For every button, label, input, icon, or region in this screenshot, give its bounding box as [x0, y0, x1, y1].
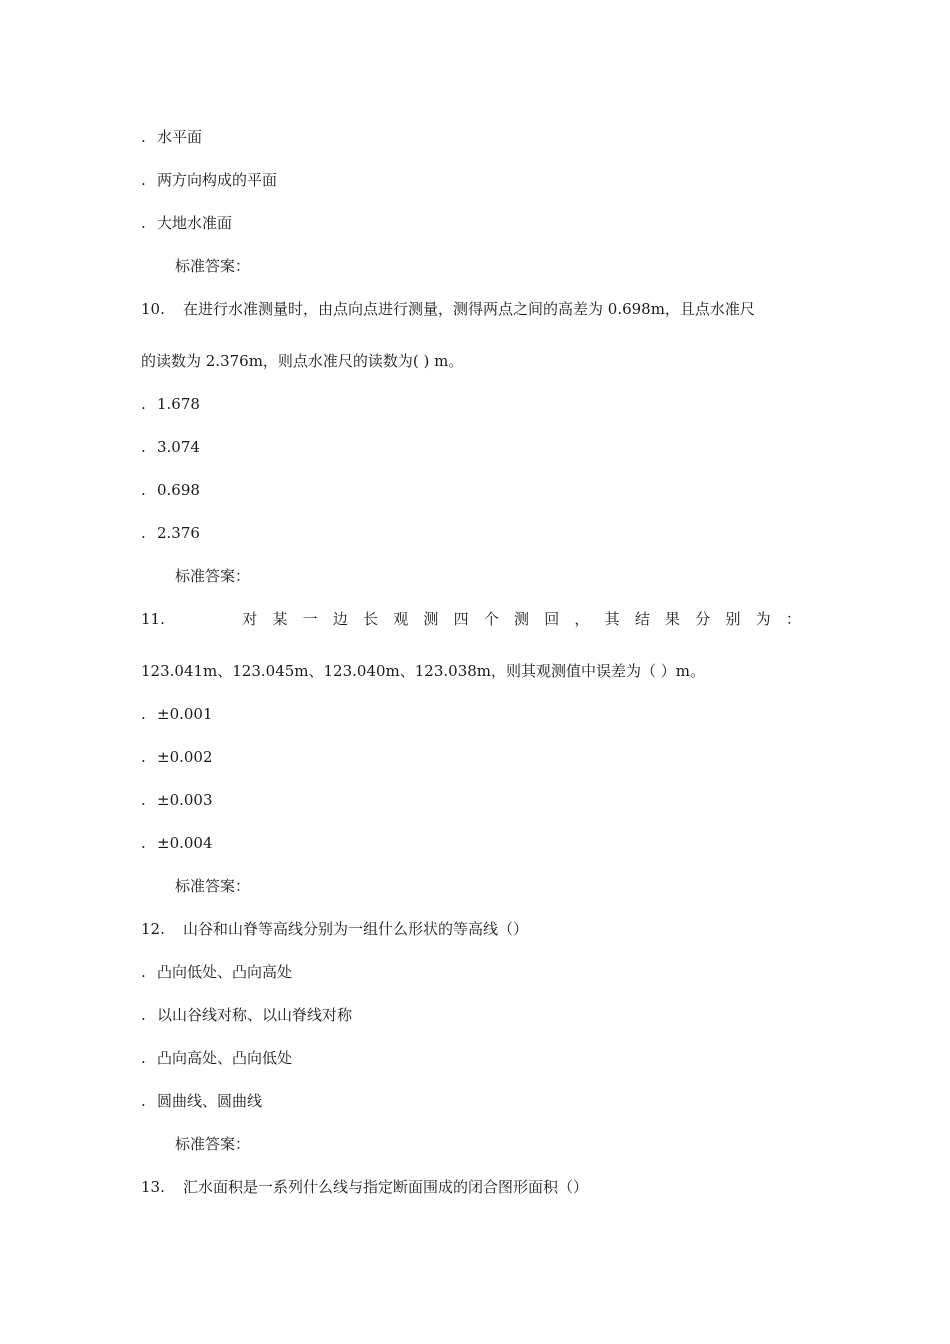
question-text: 在进行水准测量时，由点向点进行测量，测得两点之间的高差为 0.698m，且点水准尺 [183, 300, 755, 318]
q9-option-1 [141, 127, 202, 147]
question-char: 回 [544, 610, 560, 628]
q11-question-line2: 123.041m、123.045m、123.040m、123.038m，则其观测值中误差为（ ）m。 [141, 662, 706, 680]
question-number: 11. [141, 610, 165, 628]
option-marker: . [141, 705, 146, 723]
option-text: ±0.002 [157, 748, 213, 766]
option-marker: . [141, 1006, 146, 1024]
question-text: 山谷和山脊等高线分别为一组什么形状的等高线（） [183, 920, 529, 938]
option-text: ±0.004 [157, 834, 213, 852]
option-marker: . [141, 1092, 146, 1110]
question-char: 一 [302, 610, 318, 628]
question-char: ： [785, 610, 801, 628]
q11-option-3 [141, 790, 213, 810]
q10-option-2 [141, 437, 200, 457]
q12-option-3 [141, 1048, 292, 1068]
question-char: ， [574, 610, 590, 628]
option-marker: . [141, 748, 146, 766]
question-char: 测 [514, 610, 530, 628]
question-char: 某 [272, 610, 288, 628]
q12-option-4 [141, 1091, 262, 1111]
question-number: 10. [141, 300, 165, 318]
q10-option-4 [141, 523, 200, 543]
option-text: 3.074 [157, 438, 200, 456]
question-char: 别 [725, 610, 741, 628]
question-char: 为 [755, 610, 771, 628]
q10-answer-label: 标准答案： [175, 567, 251, 585]
option-marker: . [141, 128, 146, 146]
option-marker: . [141, 481, 146, 499]
option-marker: . [141, 524, 146, 542]
q9-answer-label: 标准答案： [175, 257, 251, 275]
option-text: ±0.001 [157, 705, 213, 723]
q9-option-2 [141, 170, 277, 190]
question-text: 汇水面积是一系列什么线与指定断面围成的闭合图形面积（） [183, 1178, 589, 1196]
q11-option-1 [141, 704, 213, 724]
q10-option-1 [141, 394, 200, 414]
option-text: 凸向高处、凸向低处 [157, 1049, 293, 1067]
q9-option-3 [141, 213, 232, 233]
option-marker: . [141, 171, 146, 189]
option-marker: . [141, 395, 146, 413]
option-text: 1.678 [157, 395, 200, 413]
q13-question [141, 1177, 588, 1197]
q11-question-line1 [141, 609, 801, 629]
question-char: 结 [634, 610, 650, 628]
option-text: 2.376 [157, 524, 200, 542]
q12-option-1 [141, 962, 292, 982]
q12-question [141, 919, 528, 939]
question-char: 分 [695, 610, 711, 628]
q11-option-2 [141, 747, 213, 767]
question-char: 果 [665, 610, 681, 628]
option-text: 大地水准面 [157, 214, 233, 232]
option-text: 0.698 [157, 481, 200, 499]
question-number: 12. [141, 920, 165, 938]
q10-option-3 [141, 480, 200, 500]
question-number: 13. [141, 1178, 165, 1196]
question-char: 观 [393, 610, 409, 628]
option-text: 凸向低处、凸向高处 [157, 963, 293, 981]
option-marker: . [141, 963, 146, 981]
q11-answer-label: 标准答案： [175, 877, 251, 895]
option-marker: . [141, 834, 146, 852]
option-text: 两方向构成的平面 [157, 171, 278, 189]
q11-option-4 [141, 833, 213, 853]
q12-answer-label: 标准答案： [175, 1135, 251, 1153]
question-char: 个 [483, 610, 499, 628]
q10-question-line2: 的读数为 2.376m，则点水准尺的读数为( ) m。 [141, 352, 464, 370]
question-char: 边 [332, 610, 348, 628]
option-marker: . [141, 1049, 146, 1067]
question-char: 长 [363, 610, 379, 628]
option-text: 以山谷线对称、以山脊线对称 [157, 1006, 353, 1024]
question-char: 对 [242, 610, 258, 628]
q12-option-2 [141, 1005, 352, 1025]
question-char: 四 [453, 610, 469, 628]
option-marker: . [141, 791, 146, 809]
question-char: 测 [423, 610, 439, 628]
option-text: 圆曲线、圆曲线 [157, 1092, 263, 1110]
option-text: ±0.003 [157, 791, 213, 809]
q10-question-line1 [141, 299, 755, 319]
option-marker: . [141, 214, 146, 232]
question-char: 其 [604, 610, 620, 628]
option-marker: . [141, 438, 146, 456]
option-text: 水平面 [157, 128, 203, 146]
